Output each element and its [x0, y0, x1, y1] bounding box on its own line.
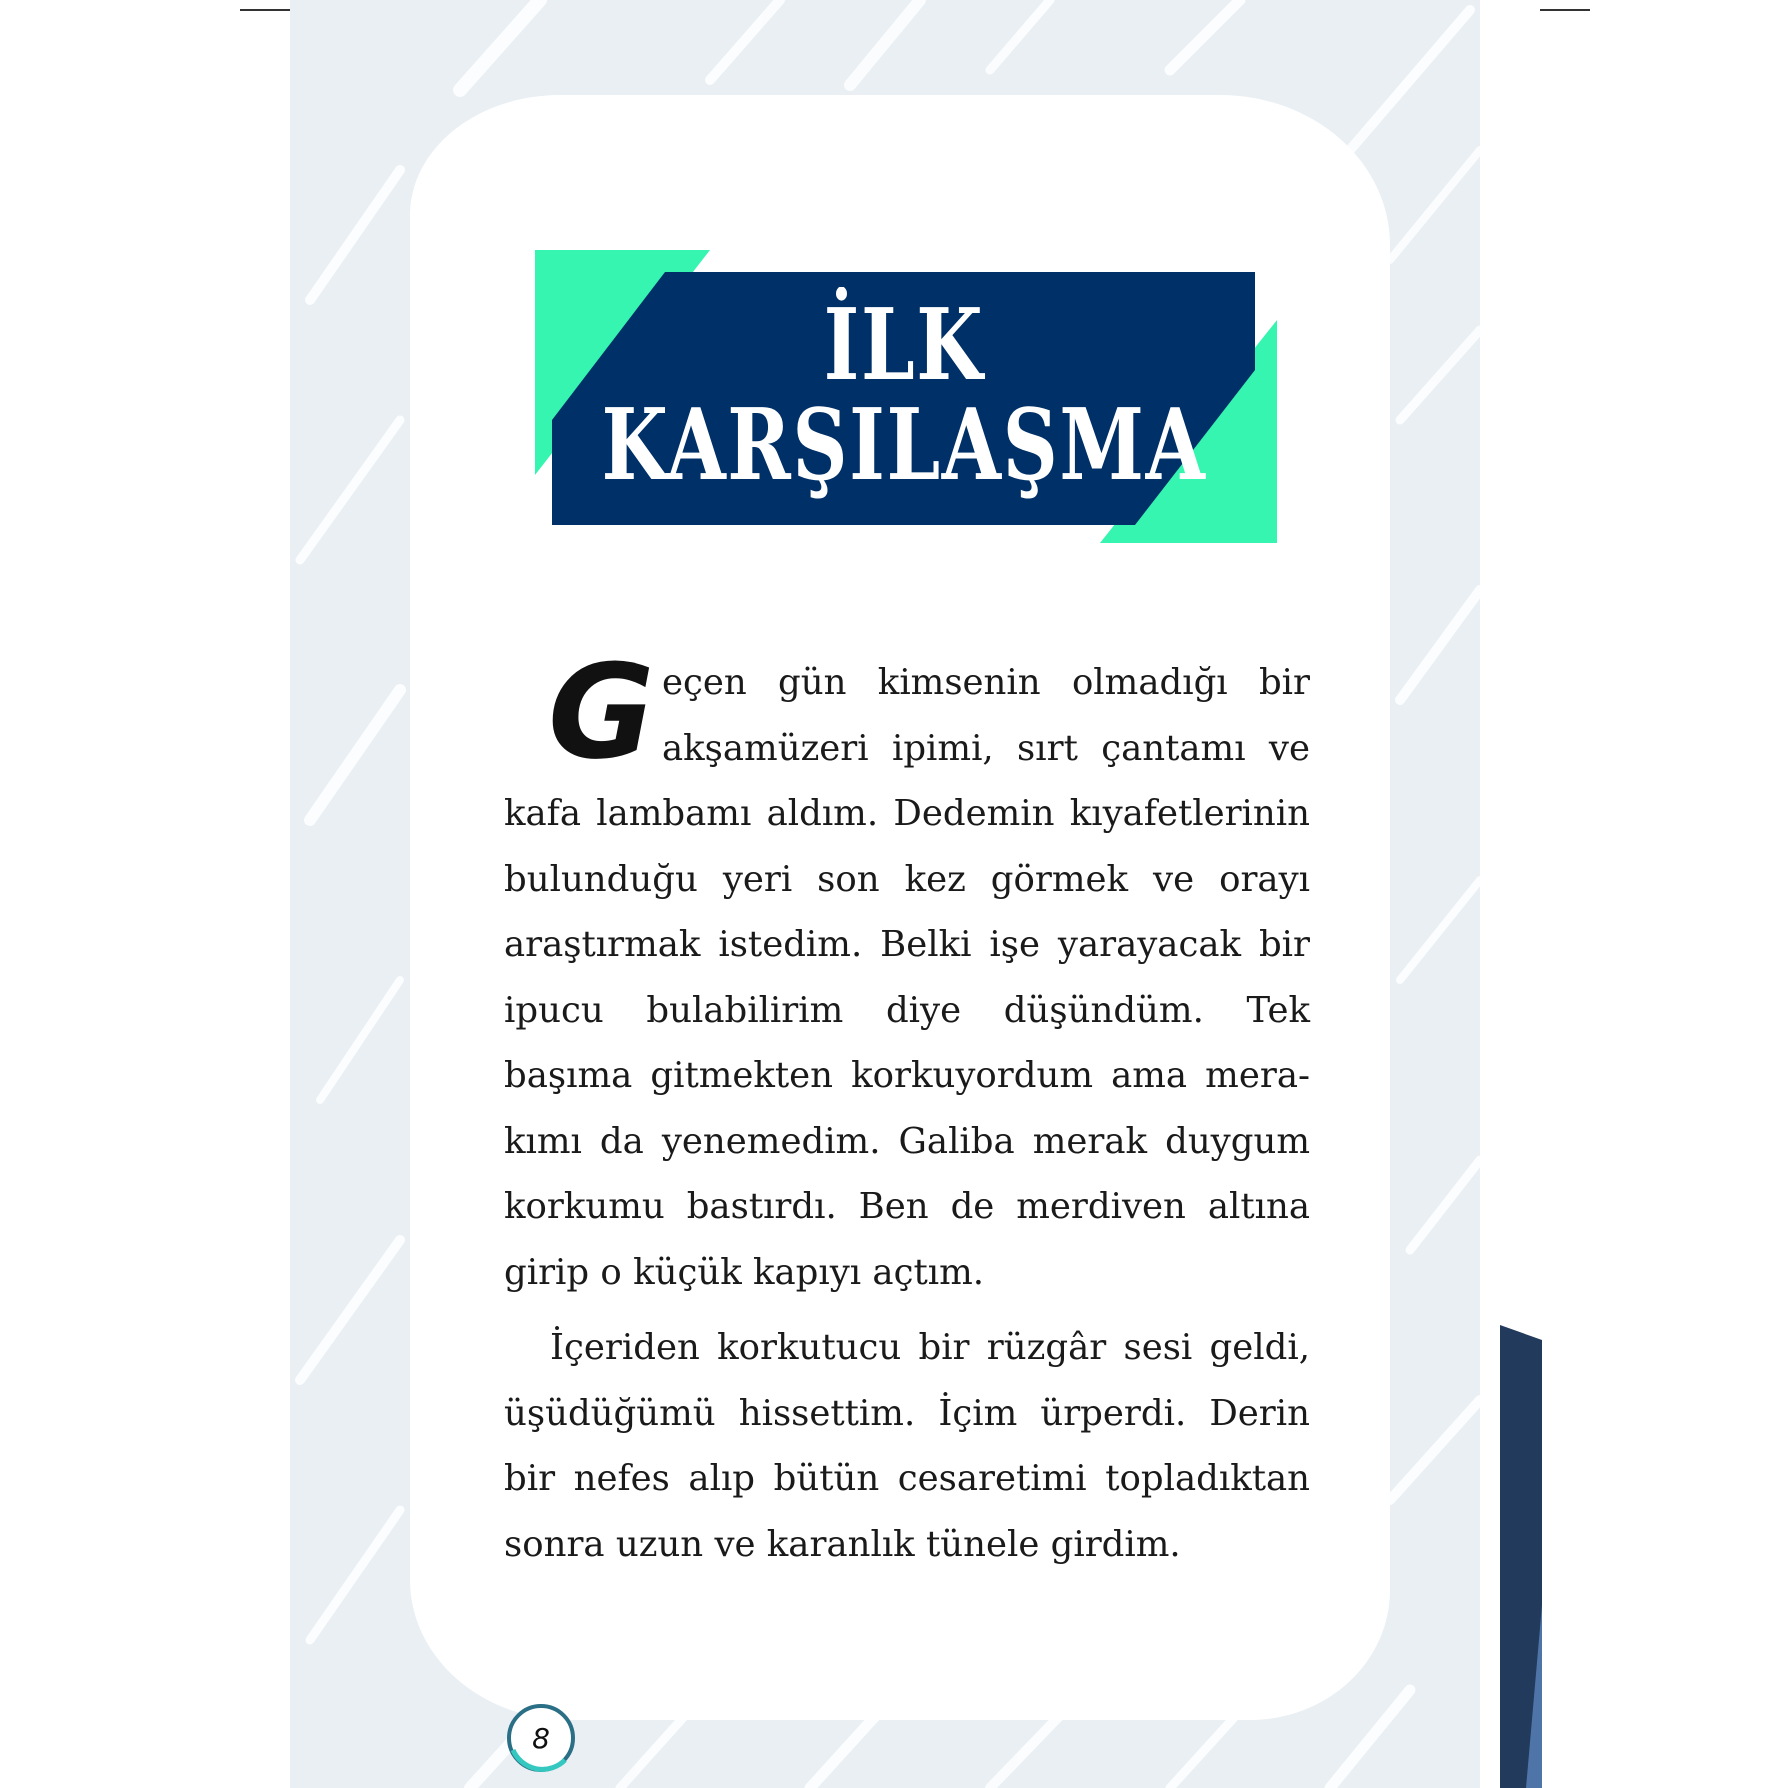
drop-cap: G: [548, 636, 655, 788]
paragraph-1-text: eçen gün kimsenin olmadığı bir akşamüzeri ipimi, sırt çantamı ve kafa lambamı aldım. Dedemin kıyafetlerinin bulunduğu yeri son kez görmek ve orayı araştırmak istedim. Belki işe yarayacak bir ipucu bulabilirim diye düşündüm. Tek başıma gitmekten korkuyordum ama merakımı da yenemedim. Galiba merak duygum korkumu bastırdı. Ben de merdiven altına girip o küçük kapıyı açtım.: [504, 662, 1310, 1293]
side-stripe-decoration: [1500, 1325, 1542, 1788]
chapter-title-line-1: İLK: [823, 287, 985, 403]
chapter-title: [601, 268, 1207, 523]
paragraph-2: İçeriden korkutucu bir rüzgâr sesi geldi, üşüdüğümü hissettim. İçim ürperdi. Derin bir nefes alıp bütün cesaretimi topladıktan sonra uzun ve karanlık tünele girdim.: [504, 1327, 1310, 1565]
crop-mark-top-right: [1540, 9, 1590, 11]
paragraph-1: [504, 636, 1310, 1305]
crop-mark-top-left: [240, 9, 290, 11]
chapter-title-line-2: KARŞILAŞMA: [601, 387, 1207, 503]
page-number: 8: [532, 1721, 550, 1755]
story-text: [504, 636, 1310, 1577]
